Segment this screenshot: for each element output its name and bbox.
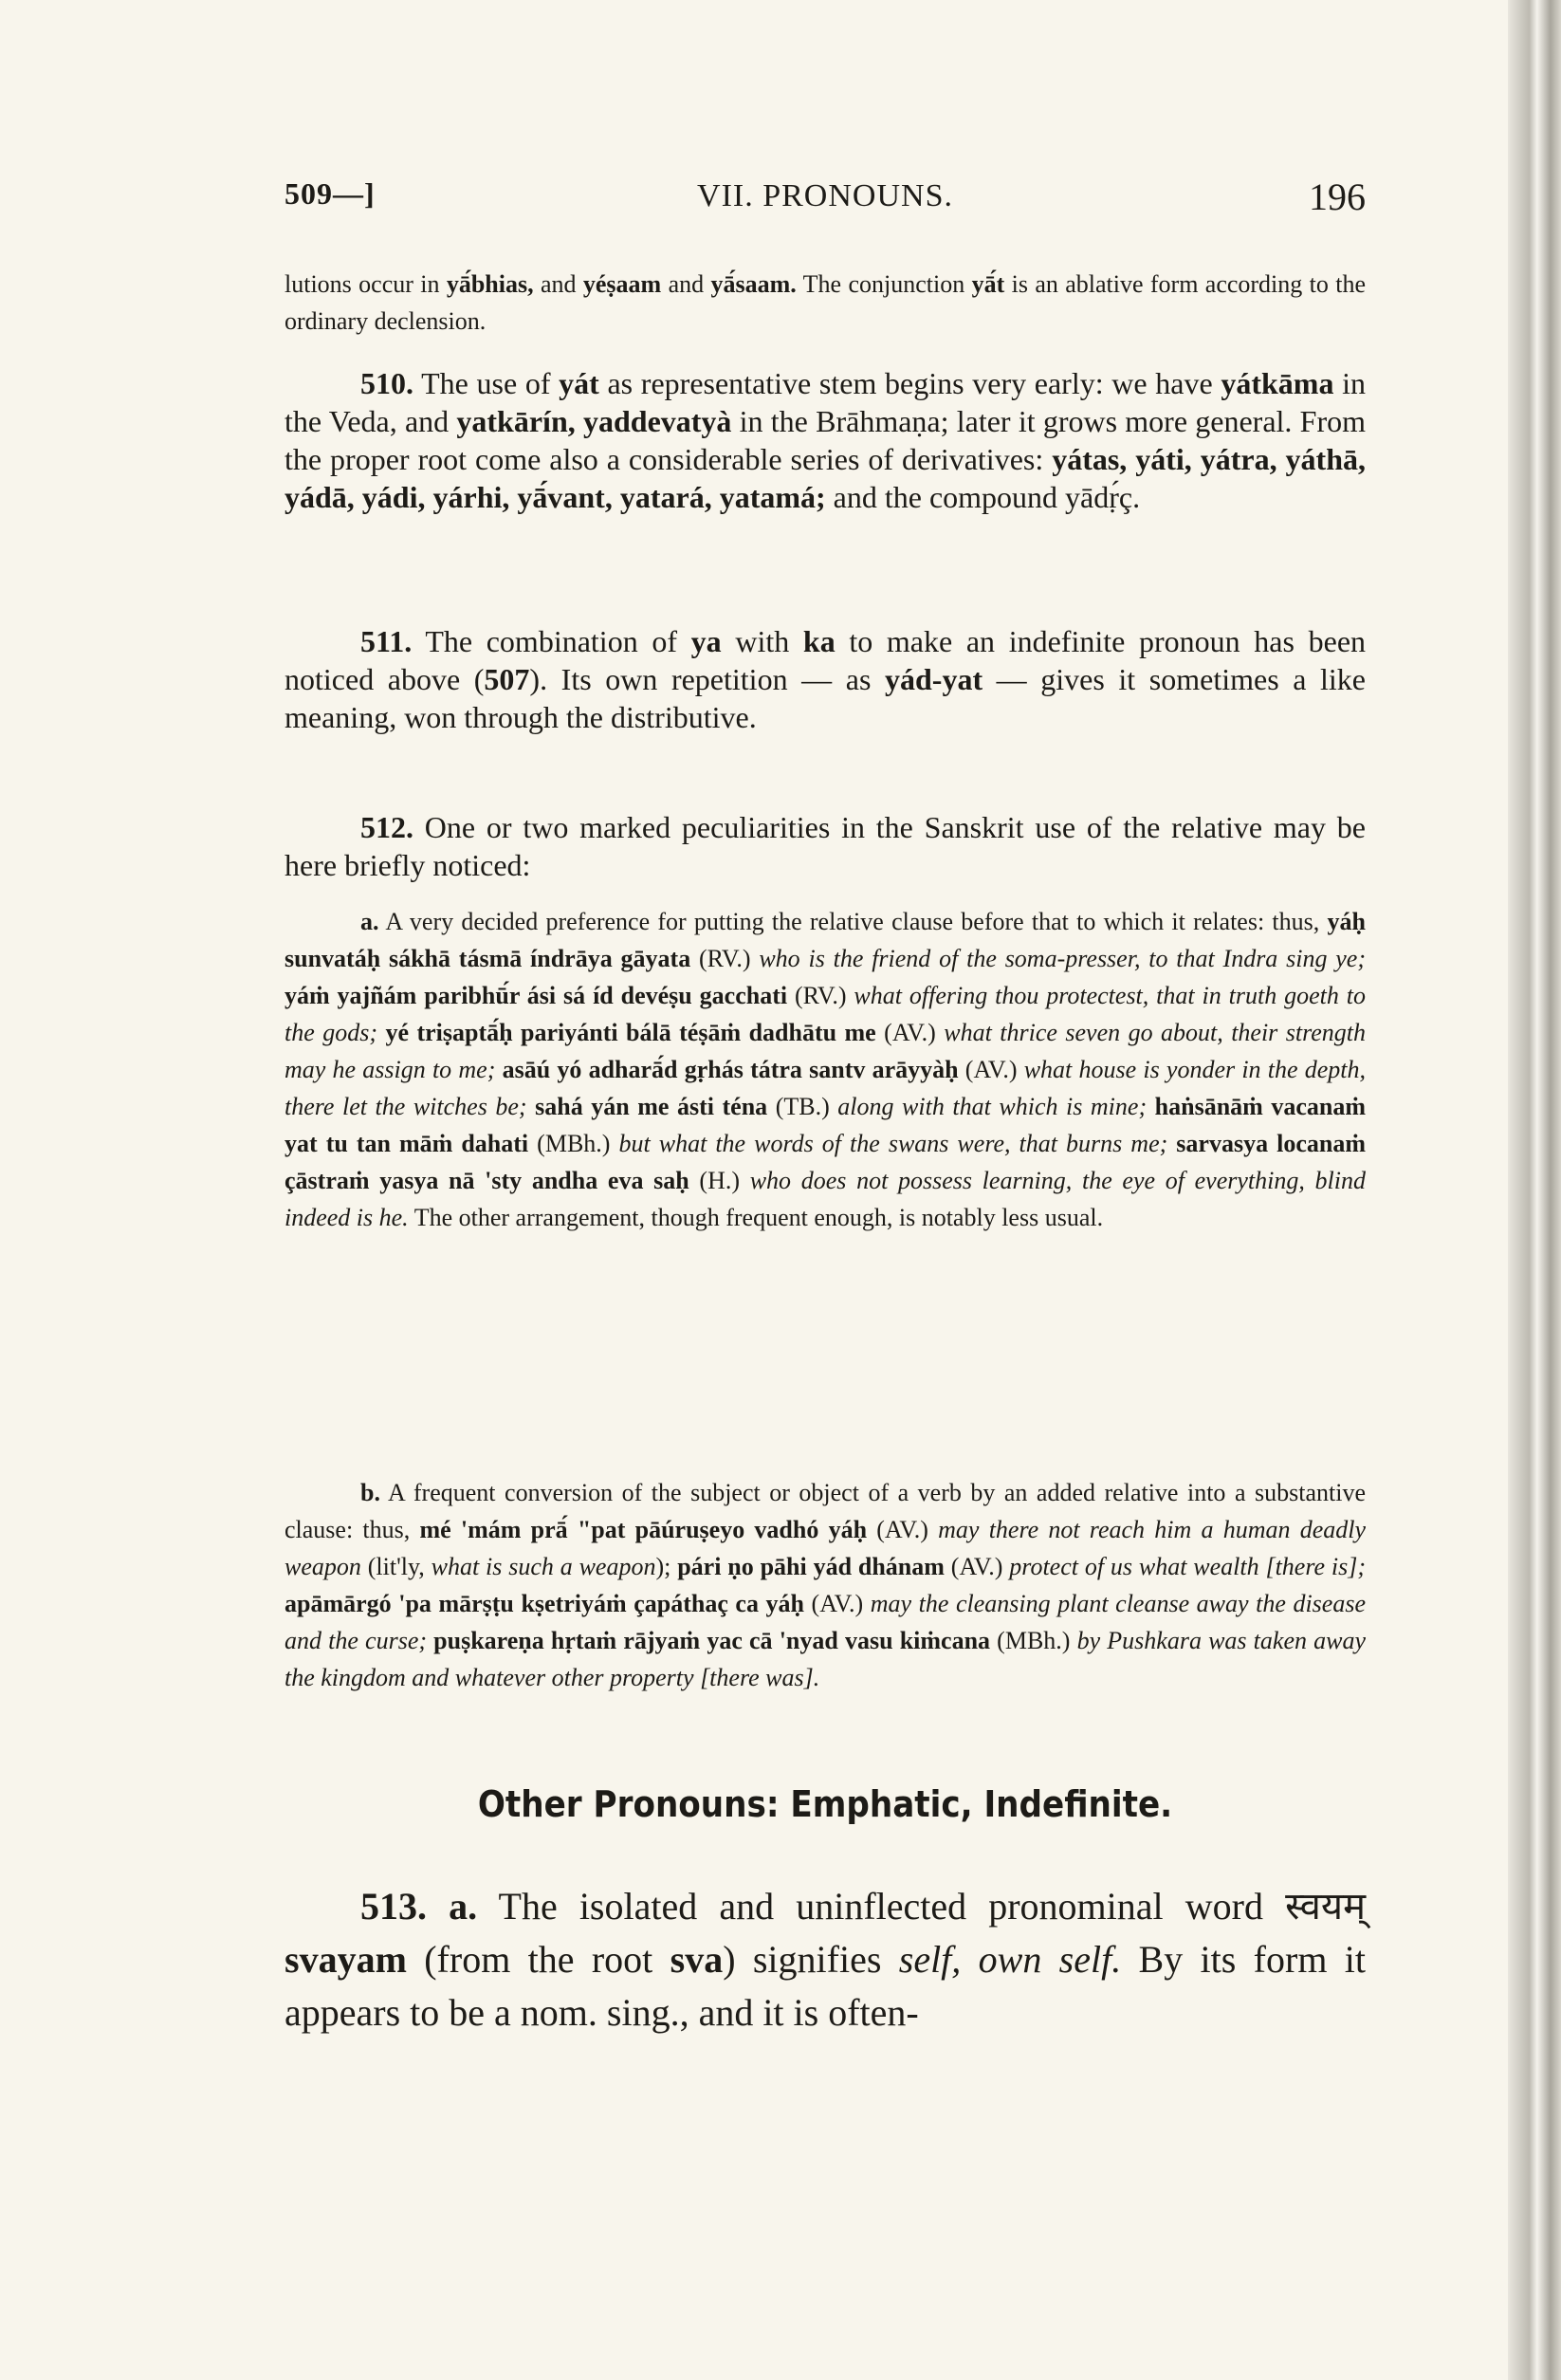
- text: [495, 1056, 502, 1083]
- paragraph-513: [285, 1880, 1366, 2039]
- sanskrit-form: sva: [670, 1938, 724, 1981]
- translation: along with that which is mine;: [837, 1093, 1148, 1120]
- text: (RV.): [690, 945, 760, 972]
- sanskrit-quote: sarvasya locanaṁ çāstraṁ yasya nā 'sty andha eva saḥ: [285, 1130, 1366, 1194]
- text: (AV.): [944, 1553, 1010, 1580]
- text: — gives it sometimes a like meaning, won through the distributive.: [285, 662, 1366, 734]
- text: (AV.): [875, 1019, 945, 1046]
- text: [427, 1885, 449, 1928]
- sanskrit-quote: apāmārgó 'pa mārṣṭu kṣetriyáṁ çapáthaç ca yáḥ: [285, 1590, 804, 1617]
- text: lutions occur in: [285, 270, 447, 298]
- translation: may the cleansing plant cleanse away the disease and the curse;: [285, 1590, 1366, 1654]
- text: (AV.): [803, 1590, 871, 1617]
- paragraph-number: 512.: [360, 810, 413, 844]
- sanskrit-quote: puṣkareṇa hṛtaṁ rājyaṁ yac cā 'nyad vasu kiṁcana: [433, 1627, 991, 1654]
- sanskrit-form: yā́bhias,: [446, 270, 534, 298]
- text: (from the root: [406, 1938, 670, 1981]
- sanskrit-form: svayam: [285, 1938, 407, 1981]
- text: [1167, 1130, 1176, 1157]
- text: as representative stem begins very early: we have: [598, 366, 1221, 400]
- paragraph-number: 511.: [360, 624, 413, 658]
- sanskrit-quote: sahá yán me ásti téna: [535, 1093, 768, 1120]
- page-edge-shadow: [1508, 0, 1561, 2380]
- text: By its form it appears to be a nom. sing., and it is often-: [285, 1938, 1367, 2034]
- sanskrit-form: ya: [690, 624, 722, 658]
- sanskrit-quote: yáḥ sunvatáḥ sákhā tásmā índrāya gāyata: [285, 908, 1366, 972]
- translation: protect of us what wealth [there is];: [1009, 1553, 1366, 1580]
- translation: who is the friend of the soma-presser, to that Indra sing ye;: [759, 945, 1367, 972]
- text: One or two marked peculiarities in the Sanskrit use of the relative may be here briefly noticed:: [285, 810, 1366, 882]
- text: (RV.): [787, 982, 854, 1009]
- sub-label: b.: [360, 1479, 380, 1506]
- text: with: [721, 624, 803, 658]
- text: The other arrangement, though frequent enough, is notably less usual.: [408, 1204, 1104, 1231]
- paragraph-511: [285, 622, 1366, 736]
- text: The combination of: [412, 624, 691, 658]
- text: A frequent conversion of the subject or object of a verb by an added relative into a substantive clause: thus,: [285, 1479, 1366, 1543]
- text: and: [661, 270, 711, 298]
- running-header: [285, 169, 1366, 226]
- devanagari-word: स्वयम्: [1285, 1885, 1367, 1928]
- text: ). Its own repetition — as: [529, 662, 885, 696]
- text: (MBh.): [528, 1130, 619, 1157]
- sanskrit-quote: haṅsānāṁ vacanaṁ yat tu tan māṁ dahati: [285, 1093, 1367, 1157]
- sanskrit-quote: mé 'mám prā́ "pat pāúruṣeyo vadhó yáḥ: [419, 1516, 868, 1543]
- sanskrit-quote: yé triṣaptā́ḥ pariyánti bálā téṣāṁ dadhātu me: [385, 1019, 876, 1046]
- sanskrit-form: yādṛ́ç.: [1065, 480, 1141, 514]
- sanskrit-quote: pári ṇo pāhi yád dhánam: [677, 1553, 945, 1580]
- text: is an ablative form according to the ordinary declension.: [285, 270, 1366, 335]
- sanskrit-form: yád-yat: [884, 662, 983, 696]
- text: in the Veda, and: [285, 366, 1367, 438]
- continuation-paragraph: [285, 266, 1366, 340]
- text: and: [533, 270, 583, 298]
- chapter-title: VII. PRONOUNS.: [697, 178, 953, 213]
- translation: what thrice seven go about, their strength may he assign to me;: [285, 1019, 1367, 1083]
- translation: self, own self.: [898, 1938, 1122, 1981]
- translation: what offering thou protectest, that in truth goeth to the gods;: [285, 982, 1367, 1046]
- text: (lit'ly,: [360, 1553, 432, 1580]
- sanskrit-quote: yáṁ yajñám paribhū́r ási sá íd devéṣu gacchati: [285, 982, 788, 1009]
- page-number: 196: [1309, 175, 1366, 218]
- sanskrit-form: yátkāma: [1221, 366, 1334, 400]
- text: (H.): [689, 1167, 750, 1194]
- text: (TB.): [767, 1093, 838, 1120]
- section-reference: 509—]: [285, 176, 376, 211]
- sanskrit-form: yā́t: [971, 270, 1005, 298]
- text: and the compound: [825, 480, 1066, 514]
- text: (MBh.): [990, 1627, 1077, 1654]
- translation: may there not reach him a human deadly weapon: [285, 1516, 1367, 1580]
- paragraph-512a: [285, 903, 1366, 1236]
- sanskrit-form: yát: [559, 366, 599, 400]
- text: The use of: [413, 366, 560, 400]
- paragraph-510: [285, 364, 1366, 516]
- sanskrit-form: ka: [802, 624, 836, 658]
- sanskrit-form: yéṣaam: [582, 270, 662, 298]
- text: [1147, 1093, 1155, 1120]
- text: (AV.): [867, 1516, 939, 1543]
- text: (AV.): [958, 1056, 1024, 1083]
- translation: but what the words of the swans were, that burns me;: [618, 1130, 1168, 1157]
- translation: what is such a weapon: [431, 1553, 656, 1580]
- sanskrit-form: yā́saam.: [710, 270, 797, 298]
- text: to make an indefinite pronoun has been noticed above (: [285, 624, 1367, 696]
- text: The isolated and uninflected pronominal word: [477, 1885, 1286, 1928]
- text: A very decided preference for putting the relative clause before that to which it relates: thus,: [378, 908, 1328, 935]
- text: The conjunction: [796, 270, 972, 298]
- sub-label: a.: [360, 908, 379, 935]
- sanskrit-form: yátas, yáti, yátra, yáthā, yádā, yádi, yárhi, yā́vant, yatará, yatamá;: [285, 442, 1367, 514]
- text: in the Brāhmaṇa; later it grows more general. From the proper root come also a considerable series of derivatives:: [285, 404, 1366, 476]
- text: );: [655, 1553, 678, 1580]
- paragraph-number: 510.: [360, 366, 413, 400]
- text: ) signifies: [723, 1938, 899, 1981]
- translation: what house is yonder in the depth, there let the witches be;: [285, 1056, 1367, 1120]
- cross-reference: 507: [484, 662, 530, 696]
- translation: who does not possess learning, the eye of everything, blind indeed is he.: [285, 1167, 1366, 1231]
- sub-label: a.: [449, 1885, 478, 1928]
- paragraph-number: 513.: [360, 1885, 427, 1928]
- sanskrit-quote: asāú yó adharā́d gṛhás tátra santv arāyyàḥ: [502, 1056, 959, 1083]
- paragraph-512: [285, 808, 1366, 884]
- section-heading: Other Pronouns: Emphatic, Indefinite.: [477, 1783, 1173, 1825]
- text: [527, 1093, 536, 1120]
- paragraph-512b: [285, 1474, 1366, 1696]
- translation: by Pushkara was taken away the kingdom and whatever other property [there was].: [285, 1627, 1367, 1691]
- sanskrit-form: yatkārín, yaddevatyà: [456, 404, 732, 438]
